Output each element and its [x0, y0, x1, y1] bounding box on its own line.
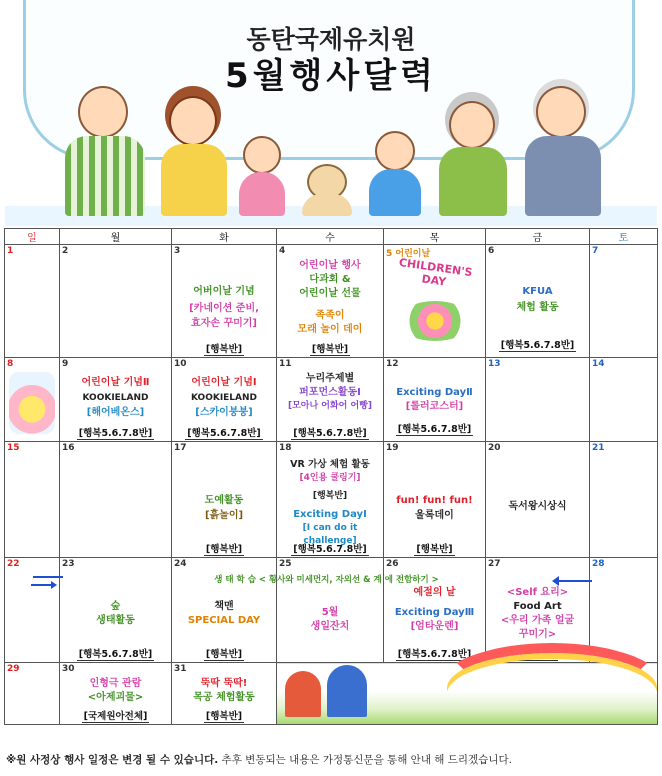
- event-detail: KOOKIELAND: [82, 393, 149, 403]
- event-title: 독서왕시상식: [508, 501, 567, 512]
- day-cell: 30 인형극 관람 <아제괴물> [국제원아전체]: [60, 663, 172, 725]
- class-label: [행복반]: [205, 544, 243, 555]
- event-detail: Food Art: [513, 601, 562, 612]
- event-title: 어린이날 기념Ⅰ: [191, 377, 257, 388]
- event-detail: 생일잔치: [310, 621, 350, 632]
- day-cell: 31 뚝딱 뚝딱! 목공 체험활동 [행복반]: [172, 663, 277, 725]
- day-cell: 7: [590, 245, 658, 358]
- class-label: [행복5.6.7.8반]: [78, 649, 153, 660]
- weekday-sat: 토: [590, 229, 658, 245]
- arrow-left-icon: [552, 571, 592, 581]
- day-cell: 16: [60, 442, 172, 558]
- weekday-wed: 수: [277, 229, 384, 245]
- day-cell: 4 어린이날 행사 다과회 & 어린이날 선물 족족이 모래 놀이 데이 [행복반]: [277, 245, 384, 358]
- event-title: 어린이날 기념Ⅱ: [81, 377, 150, 388]
- class-label: [행복반]: [519, 649, 556, 660]
- event-detail: 퍼포먼스활동Ⅰ: [299, 387, 361, 398]
- event-detail: 어린이날 선물: [299, 288, 361, 299]
- class-label: [국제원아전체]: [83, 711, 148, 722]
- weekday-sun: 일: [5, 229, 60, 245]
- class-label: [행복5.6.7.8반]: [397, 649, 472, 660]
- week-row-2: [5, 358, 658, 442]
- mother-illustration: [155, 96, 235, 216]
- event-detail: 효자손 꾸미기]: [190, 318, 257, 329]
- page-title: 5월행사달력: [225, 56, 437, 96]
- event-title: 어버이날 기념: [193, 286, 255, 297]
- class-label: [행복반]: [311, 344, 349, 355]
- event-detail: 다과회 &: [309, 274, 351, 285]
- day-cell: 29: [5, 663, 60, 725]
- footer-note: [6, 752, 512, 767]
- class-label: [행복반]: [205, 649, 243, 660]
- ecology-banner: 생 태 학 습 < 황사와 미세먼지, 자외선 & 계 에 전함하기 >: [214, 575, 439, 585]
- day-cell: 26 예절의 날 Exciting DayⅢ [엄타운렌] [행복5.6.7.8반]: [384, 558, 486, 663]
- decorative-landscape: [277, 663, 658, 725]
- event-detail: SPECIAL DAY: [187, 615, 261, 626]
- week-row-1: [5, 245, 658, 358]
- event-title: 숲: [110, 601, 121, 612]
- grandmother-illustration: [433, 101, 513, 216]
- event-detail: [모아나 어화어 어빵]: [287, 401, 373, 411]
- event-title: 어린이날 행사: [299, 260, 361, 271]
- event-detail: 체험 활동: [516, 302, 559, 313]
- grandfather-illustration: [520, 86, 605, 216]
- class-label: [행복반]: [205, 711, 243, 722]
- header-banner: [5, 0, 657, 226]
- event-detail: <우리 가족 얼굴: [500, 615, 575, 626]
- day-cell: 27 <Self 요리> Food Art <우리 가족 얼굴 꾸미기> [행복반]: [486, 558, 590, 663]
- day-cell: 12 Exciting DayⅡ [롤러코스터] [행복5.6.7.8반]: [384, 358, 486, 442]
- footer-warning: ※원 사정상 행사 일정은 변경 될 수 있습니다.: [6, 754, 219, 766]
- event-title: 누리주제별: [305, 373, 355, 384]
- week-row-5: [5, 663, 658, 725]
- arrow-right-icon: [31, 574, 57, 582]
- weekday-thu: 목: [384, 229, 486, 245]
- class-label: [행복5.6.7.8반]: [78, 428, 153, 439]
- balloons-illustration: [398, 301, 472, 341]
- weekday-tue: 화: [172, 229, 277, 245]
- event-detail: 울록데이: [415, 510, 454, 521]
- day-cell: 6 KFUA 체험 활동 [행복5.6.7.8반]: [486, 245, 590, 358]
- event-title: 책맨: [214, 601, 234, 612]
- class-label: [행복5.6.7.8반]: [397, 424, 472, 435]
- childrens-day-art: CHILDREN'S DAY: [398, 255, 474, 289]
- event-title: Exciting DayⅠ: [293, 509, 367, 520]
- day-cell: 24 책맨 SPECIAL DAY [행복반]: [172, 558, 277, 663]
- event-title: 예절의 날: [413, 587, 456, 598]
- day-cell: 25 5월 생일잔치: [277, 558, 384, 663]
- event-title: fun! fun! fun!: [396, 495, 473, 506]
- weekday-mon: 월: [60, 229, 172, 245]
- class-label: [행복5.6.7.8반]: [500, 340, 575, 351]
- dog-illustration: [297, 164, 357, 216]
- day-cell: 14: [590, 358, 658, 442]
- class-label: [행복반]: [416, 544, 453, 555]
- day-cell: 15: [5, 442, 60, 558]
- house-icon: [327, 665, 367, 717]
- event-title: KFUA: [522, 286, 553, 297]
- rainbow-icon: [437, 643, 662, 733]
- event-title: VR 가상 체험 활동: [290, 459, 370, 470]
- event-detail: [해어베온스]: [86, 407, 145, 418]
- father-illustration: [60, 86, 150, 216]
- day-cell: 22: [5, 558, 60, 663]
- event-detail: [엄타운렌]: [410, 621, 459, 632]
- girl-illustration: [235, 136, 290, 216]
- week-row-3: [5, 442, 658, 558]
- class-label: [행복반]: [205, 344, 243, 355]
- event-detail: 목공 체험활동: [193, 692, 255, 703]
- day-cell: 8: [5, 358, 60, 442]
- event-title: <Self 요리>: [506, 587, 569, 598]
- chick-illustration: [9, 372, 55, 434]
- day-cell: 18 VR 가상 체험 활동 [4인용 쿨링기] [행복반] Exciting DayⅠ [I can do it challenge] [행복5.6.7.8반]: [277, 442, 384, 558]
- class-label: [행복5.6.7.8반]: [187, 428, 261, 439]
- day-cell: 21: [590, 442, 658, 558]
- boy-illustration: [365, 131, 425, 216]
- event-detail: Exciting DayⅢ: [394, 607, 475, 618]
- event-detail: 족족이: [315, 310, 345, 321]
- event-detail: 생태활동: [96, 615, 135, 626]
- day-cell: 10 어린이날 기념Ⅰ KOOKIELAND [스카이붕붕] [행복5.6.7.8반]: [172, 358, 277, 442]
- event-title: Exciting DayⅡ: [396, 387, 473, 398]
- day-cell: 1: [5, 245, 60, 358]
- day-cell: 5 어린이날 CHILDREN'S DAY: [384, 245, 486, 358]
- weekday-fri: 금: [486, 229, 590, 245]
- day-cell: 9 어린이날 기념Ⅱ KOOKIELAND [해어베온스] [행복5.6.7.8반]: [60, 358, 172, 442]
- event-title: 5월: [321, 607, 339, 618]
- event-detail: [카네이션 준비,: [189, 303, 259, 314]
- day-cell: 28: [590, 558, 658, 663]
- event-detail: [4인용 쿨링기]: [299, 473, 361, 483]
- event-detail: 꾸미기>: [518, 629, 557, 640]
- footer-info: 추후 변동되는 내용은 가정통신문을 통해 안내 해 드리겠습니다.: [218, 754, 512, 766]
- day-cell: 19 fun! fun! fun! 울록데이 [행복반]: [384, 442, 486, 558]
- event-detail: [I can do it challenge]: [302, 523, 358, 546]
- class-label: [행복반]: [312, 491, 348, 501]
- day-cell: 13: [486, 358, 590, 442]
- calendar-table: [4, 228, 658, 725]
- event-detail: [흙놀이]: [204, 510, 244, 521]
- event-detail: <아제괴물>: [87, 692, 144, 703]
- event-detail: 모래 놀이 데이: [297, 324, 363, 335]
- kindergarten-name: 동탄국제유치원: [246, 25, 416, 54]
- event-title: 인형극 관람: [89, 678, 142, 689]
- day-cell: 20 독서왕시상식: [486, 442, 590, 558]
- event-detail: KOOKIELAND: [190, 393, 258, 403]
- day-cell: 23 숲 생태활동 [행복5.6.7.8반]: [60, 558, 172, 663]
- class-label: [행복5.6.7.8반]: [293, 544, 367, 555]
- day-cell: 2: [60, 245, 172, 358]
- event-detail: [스카이붕붕]: [195, 407, 253, 418]
- event-title: 뚝딱 뚝딱!: [200, 678, 248, 689]
- day-cell: 11 누리주제별 퍼포먼스활동Ⅰ [모아나 어화어 어빵] [행복5.6.7.8반]: [277, 358, 384, 442]
- class-label: [행복5.6.7.8반]: [293, 428, 367, 439]
- house-icon: [285, 671, 321, 717]
- weekday-header-row: [5, 229, 658, 245]
- day-cell: 17 도예활동 [흙놀이] [행복반]: [172, 442, 277, 558]
- day-cell: 3 어버이날 기념 [카네이션 준비, 효자손 꾸미기] [행복반]: [172, 245, 277, 358]
- event-title: 도예활동: [204, 495, 244, 506]
- event-detail: [롤러코스터]: [405, 401, 464, 412]
